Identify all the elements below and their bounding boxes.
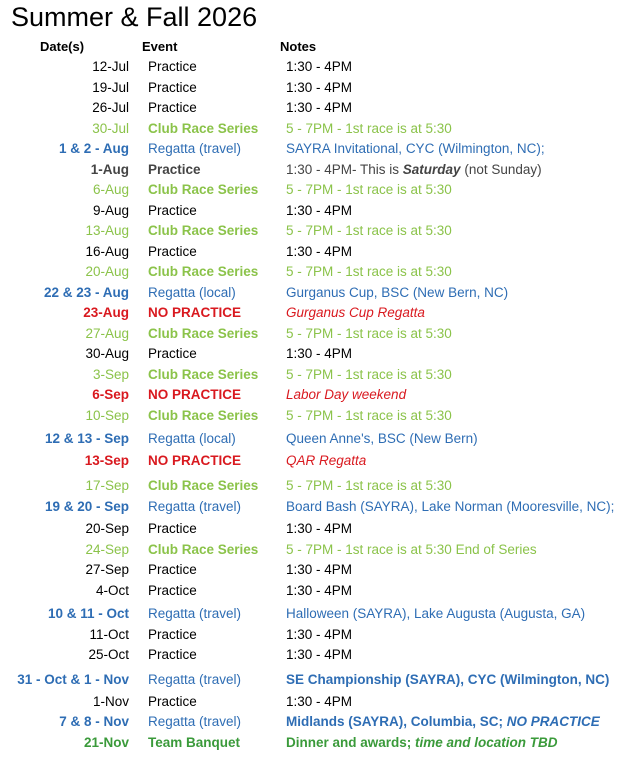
row-event: Regatta (travel) bbox=[148, 499, 242, 514]
table-row bbox=[0, 733, 628, 753]
row-notes: 1:30 - 4PM bbox=[286, 521, 353, 536]
row-date: 1-Aug bbox=[90, 162, 129, 177]
table-row bbox=[0, 476, 628, 496]
no-practice-note: NO PRACTICE bbox=[506, 714, 600, 729]
row-event: Practice bbox=[148, 244, 197, 259]
row-event: Club Race Series bbox=[148, 542, 259, 557]
row-notes: Gurganus Cup, BSC (New Bern, NC) bbox=[286, 285, 509, 300]
table-row bbox=[0, 645, 628, 665]
row-date: 11-Oct bbox=[89, 627, 129, 642]
row-notes: 1:30 - 4PM bbox=[286, 100, 353, 115]
row-date: 1-Nov bbox=[92, 694, 129, 709]
row-event: Practice bbox=[148, 647, 197, 662]
table-row bbox=[0, 581, 628, 601]
row-date: 25-Oct bbox=[88, 647, 129, 662]
row-notes: 1:30 - 4PM bbox=[286, 627, 353, 642]
row-notes: 5 - 7PM - 1st race is at 5:30 bbox=[286, 264, 452, 279]
row-notes: SAYRA Invitational, CYC (Wilmington, NC); bbox=[286, 141, 545, 156]
row-date: 22 & 23 - Aug bbox=[43, 285, 129, 300]
row-notes: Halloween (SAYRA), Lake Augusta (Augusta, GA) bbox=[286, 606, 586, 621]
row-date: 4-Oct bbox=[95, 583, 129, 598]
row-event: Club Race Series bbox=[148, 478, 259, 493]
row-notes: Dinner and awards; time and location TBD bbox=[286, 735, 558, 750]
table-row bbox=[0, 497, 628, 517]
row-date: 31 - Oct & 1 - Nov bbox=[17, 672, 129, 687]
row-event: Club Race Series bbox=[148, 326, 259, 341]
table-row bbox=[0, 283, 628, 303]
table-row bbox=[0, 242, 628, 262]
table-row bbox=[0, 670, 628, 690]
table-row bbox=[0, 303, 628, 323]
table-row bbox=[0, 625, 628, 645]
table-row bbox=[0, 385, 628, 405]
row-notes: 5 - 7PM - 1st race is at 5:30 bbox=[286, 182, 452, 197]
row-event: NO PRACTICE bbox=[148, 453, 242, 468]
table-row bbox=[0, 78, 628, 98]
row-notes: 5 - 7PM - 1st race is at 5:30 bbox=[286, 408, 452, 423]
row-event: Club Race Series bbox=[148, 182, 259, 197]
row-notes: 1:30 - 4PM- This is Saturday (not Sunday) bbox=[286, 162, 542, 177]
table-row bbox=[0, 160, 628, 180]
row-event: Club Race Series bbox=[148, 121, 259, 136]
row-date: 30-Jul bbox=[92, 121, 129, 136]
row-event: NO PRACTICE bbox=[148, 305, 242, 320]
row-notes: Gurganus Cup Regatta bbox=[286, 305, 425, 320]
row-notes: 1:30 - 4PM bbox=[286, 59, 353, 74]
row-date: 6-Aug bbox=[92, 182, 129, 197]
row-date: 27-Sep bbox=[85, 562, 129, 577]
table-row bbox=[0, 712, 628, 732]
table-row bbox=[0, 139, 628, 159]
row-notes: 1:30 - 4PM bbox=[286, 203, 353, 218]
row-date: 19-Jul bbox=[92, 80, 129, 95]
row-notes: 1:30 - 4PM bbox=[286, 80, 353, 95]
row-notes: 5 - 7PM - 1st race is at 5:30 bbox=[286, 121, 452, 136]
row-notes: 1:30 - 4PM bbox=[286, 346, 353, 361]
row-event: Practice bbox=[148, 80, 197, 95]
row-event: Practice bbox=[148, 162, 201, 177]
row-event: Team Banquet bbox=[148, 735, 241, 750]
row-event: Practice bbox=[148, 694, 197, 709]
table-row bbox=[0, 365, 628, 385]
table-row bbox=[0, 519, 628, 539]
row-event: Club Race Series bbox=[148, 367, 259, 382]
row-event: Regatta (travel) bbox=[148, 672, 242, 687]
row-notes: Labor Day weekend bbox=[286, 387, 407, 402]
row-date: 27-Aug bbox=[85, 326, 129, 341]
row-event: Practice bbox=[148, 521, 197, 536]
row-date: 6-Sep bbox=[92, 387, 129, 402]
row-date: 13-Aug bbox=[85, 223, 129, 238]
row-event: Practice bbox=[148, 59, 197, 74]
table-row bbox=[0, 540, 628, 560]
row-date: 20-Sep bbox=[85, 521, 129, 536]
row-date: 23-Aug bbox=[83, 305, 129, 320]
row-event: Regatta (local) bbox=[148, 285, 236, 300]
row-notes: 1:30 - 4PM bbox=[286, 562, 353, 577]
row-date: 21-Nov bbox=[83, 735, 129, 750]
row-event: Practice bbox=[148, 203, 197, 218]
table-row bbox=[0, 57, 628, 77]
row-date: 20-Aug bbox=[85, 264, 129, 279]
row-notes: 5 - 7PM - 1st race is at 5:30 bbox=[286, 326, 452, 341]
tbd-note: time and location TBD bbox=[415, 735, 558, 750]
header-date: Date(s) bbox=[40, 39, 85, 54]
row-date: 19 & 20 - Sep bbox=[44, 499, 129, 514]
row-notes: Board Bash (SAYRA), Lake Norman (Mooresville, NC); bbox=[286, 499, 615, 514]
row-notes: QAR Regatta bbox=[286, 453, 367, 468]
row-date: 24-Sep bbox=[85, 542, 129, 557]
row-notes: 5 - 7PM - 1st race is at 5:30 bbox=[286, 367, 452, 382]
row-notes: 1:30 - 4PM bbox=[286, 583, 353, 598]
row-event: Regatta (travel) bbox=[148, 141, 242, 156]
table-row bbox=[0, 429, 628, 449]
table-row bbox=[0, 324, 628, 344]
row-event: Practice bbox=[148, 346, 197, 361]
table-row bbox=[0, 180, 628, 200]
table-row bbox=[0, 406, 628, 426]
table-row bbox=[0, 451, 628, 471]
table-row bbox=[0, 344, 628, 364]
row-date: 30-Aug bbox=[85, 346, 129, 361]
row-event: Club Race Series bbox=[148, 264, 259, 279]
row-event: Practice bbox=[148, 583, 197, 598]
row-date: 16-Aug bbox=[85, 244, 129, 259]
header-notes: Notes bbox=[280, 39, 317, 54]
row-date: 17-Sep bbox=[85, 478, 129, 493]
row-notes: 1:30 - 4PM bbox=[286, 647, 353, 662]
table-row bbox=[0, 560, 628, 580]
table-row bbox=[0, 262, 628, 282]
row-date: 10 & 11 - Oct bbox=[47, 606, 129, 621]
row-notes: 1:30 - 4PM bbox=[286, 694, 353, 709]
table-row bbox=[0, 119, 628, 139]
row-notes: 1:30 - 4PM bbox=[286, 244, 353, 259]
row-date: 26-Jul bbox=[92, 100, 129, 115]
row-notes: SE Championship (SAYRA), CYC (Wilmington, NC) bbox=[286, 672, 610, 687]
row-notes: 5 - 7PM - 1st race is at 5:30 bbox=[286, 223, 452, 238]
row-date: 7 & 8 - Nov bbox=[59, 714, 129, 729]
row-notes: Queen Anne's, BSC (New Bern) bbox=[286, 431, 478, 446]
row-notes: 5 - 7PM - 1st race is at 5:30 bbox=[286, 478, 452, 493]
row-date: 3-Sep bbox=[92, 367, 129, 382]
page-title: Summer & Fall 2026 bbox=[11, 2, 258, 32]
row-date: 10-Sep bbox=[85, 408, 129, 423]
row-event: Practice bbox=[148, 562, 197, 577]
header-event: Event bbox=[142, 39, 178, 54]
row-event: Club Race Series bbox=[148, 408, 259, 423]
table-row bbox=[0, 201, 628, 221]
row-date: 9-Aug bbox=[92, 203, 129, 218]
row-event: Regatta (travel) bbox=[148, 606, 242, 621]
row-date: 12 & 13 - Sep bbox=[44, 431, 129, 446]
table-row bbox=[0, 98, 628, 118]
saturday-emphasis: Saturday bbox=[402, 162, 461, 177]
row-event: Regatta (travel) bbox=[148, 714, 242, 729]
row-event: NO PRACTICE bbox=[148, 387, 242, 402]
row-notes: 5 - 7PM - 1st race is at 5:30 End of Series bbox=[286, 542, 537, 557]
table-row bbox=[0, 692, 628, 712]
row-notes: Midlands (SAYRA), Columbia, SC; NO PRACTICE bbox=[286, 714, 600, 729]
row-date: 12-Jul bbox=[92, 59, 129, 74]
table-row bbox=[0, 221, 628, 241]
row-event: Club Race Series bbox=[148, 223, 259, 238]
row-event: Practice bbox=[148, 627, 197, 642]
row-event: Practice bbox=[148, 100, 197, 115]
row-date: 1 & 2 - Aug bbox=[58, 141, 129, 156]
row-date: 13-Sep bbox=[84, 453, 129, 468]
row-event: Regatta (local) bbox=[148, 431, 236, 446]
table-row bbox=[0, 604, 628, 624]
